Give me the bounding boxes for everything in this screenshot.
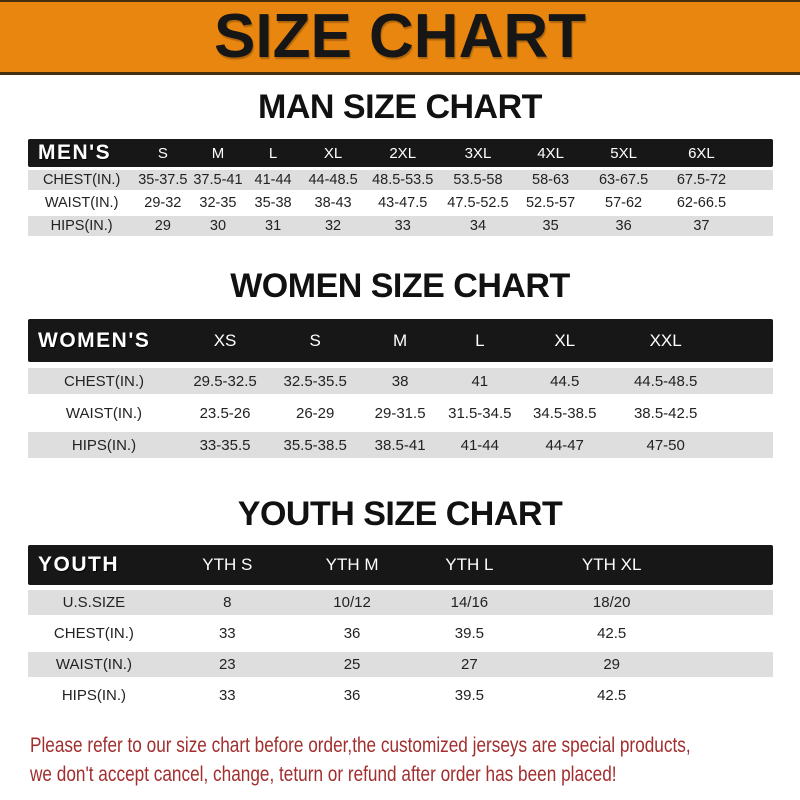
- banner-title: SIZE CHART: [214, 2, 586, 71]
- value-cell: 33: [218, 625, 236, 642]
- header-cell: L: [268, 144, 278, 162]
- value-cell: 32.5-35.5: [283, 372, 347, 390]
- value-cell: 32-35: [199, 195, 237, 211]
- youth-size-table: [28, 545, 773, 708]
- youth-section-title: YOUTH SIZE CHART: [237, 495, 563, 533]
- header-cell: 2XL: [389, 144, 417, 162]
- value-cell: 43-47.5: [378, 195, 428, 211]
- value-cell: 31: [265, 218, 282, 234]
- value-cell: 35.5-38.5: [283, 436, 347, 454]
- value-cell: 25: [343, 656, 361, 673]
- header-cell: YTH L: [445, 555, 494, 574]
- value-cell: 14/16: [450, 594, 489, 611]
- table-header-label: YOUTH: [38, 553, 119, 576]
- table-header-row: [28, 545, 773, 585]
- size-chart-banner: [0, 0, 800, 75]
- man-section-title: MAN SIZE CHART: [258, 88, 542, 126]
- value-cell: 36: [343, 687, 361, 704]
- value-cell: 62-66.5: [676, 195, 727, 211]
- header-cell: S: [309, 330, 321, 350]
- row-label-cell: HIPS(IN.): [61, 687, 127, 704]
- value-cell: 44-47: [545, 436, 584, 454]
- table-row: [28, 621, 773, 646]
- row-label-cell: CHEST(IN.): [63, 372, 144, 390]
- value-cell: 10/12: [333, 594, 371, 611]
- value-cell: 67.5-72: [676, 172, 727, 188]
- value-cell: 27: [461, 656, 478, 673]
- value-cell: 37.5-41: [193, 172, 243, 188]
- row-label-cell: WAIST(IN.): [55, 656, 132, 673]
- header-cell: YTH XL: [581, 555, 642, 574]
- header-cell: M: [393, 330, 408, 350]
- value-cell: 35-37.5: [138, 172, 188, 188]
- table-row: [28, 652, 773, 677]
- value-cell: 38: [391, 372, 409, 390]
- value-cell: 35: [542, 218, 559, 234]
- table-row: [28, 368, 773, 394]
- value-cell: 38-43: [314, 195, 352, 211]
- value-cell: 35-38: [254, 195, 292, 211]
- value-cell: 30: [209, 218, 227, 234]
- disclaimer-note: [0, 731, 800, 789]
- value-cell: 29-31.5: [374, 404, 426, 422]
- value-cell: 42.5: [597, 687, 627, 704]
- disclaimer-line-1: Please refer to our size chart before order,the customized jerseys are special products,: [30, 733, 691, 757]
- value-cell: 47.5-52.5: [447, 195, 509, 211]
- header-cell: S: [157, 144, 168, 162]
- header-cell: XL: [554, 330, 576, 350]
- value-cell: 41: [471, 372, 489, 390]
- header-cell: 3XL: [464, 144, 492, 162]
- value-cell: 41-44: [460, 436, 499, 454]
- value-cell: 36: [343, 625, 361, 642]
- value-cell: 8: [223, 594, 232, 611]
- value-cell: 33: [394, 218, 411, 234]
- header-cell: YTH S: [202, 555, 253, 574]
- table-row: [28, 193, 773, 213]
- value-cell: 39.5: [454, 687, 484, 704]
- value-cell: 37: [693, 218, 710, 234]
- table-row: [28, 590, 773, 615]
- value-cell: 29: [154, 218, 171, 234]
- header-cell: 4XL: [537, 144, 564, 162]
- value-cell: 38.5-41: [374, 436, 426, 454]
- value-cell: 29-32: [144, 195, 182, 211]
- value-cell: 32: [324, 218, 342, 234]
- table-header-row: [28, 139, 773, 167]
- value-cell: 33-35.5: [199, 436, 251, 454]
- header-cell: YTH M: [325, 555, 379, 574]
- value-cell: 34.5-38.5: [533, 404, 597, 422]
- value-cell: 53.5-58: [453, 172, 503, 188]
- mens-size-table: [28, 139, 773, 236]
- value-cell: 44-48.5: [308, 172, 358, 188]
- row-label-cell: CHEST(IN.): [42, 172, 121, 188]
- table-row: [28, 432, 773, 458]
- table-row: [28, 216, 773, 236]
- women-section-title: WOMEN SIZE CHART: [230, 267, 570, 305]
- header-cell: 5XL: [610, 144, 637, 162]
- value-cell: 41-44: [254, 172, 292, 188]
- value-cell: 57-62: [605, 195, 643, 211]
- row-label-cell: CHEST(IN.): [53, 625, 134, 642]
- row-label-cell: U.S.SIZE: [62, 594, 126, 611]
- table-row: [28, 400, 773, 426]
- header-cell: XS: [213, 330, 237, 350]
- value-cell: 39.5: [454, 625, 484, 642]
- value-cell: 47-50: [646, 436, 685, 454]
- header-cell: XL: [323, 144, 343, 162]
- value-cell: 29: [603, 656, 621, 673]
- header-cell: L: [475, 330, 485, 350]
- row-label-cell: HIPS(IN.): [50, 218, 113, 234]
- value-cell: 42.5: [597, 625, 627, 642]
- row-label-cell: WAIST(IN.): [65, 404, 143, 422]
- disclaimer-line-2: we don't accept cancel, change, teturn or refund after order has been placed!: [30, 762, 617, 786]
- table-row: [28, 683, 773, 708]
- value-cell: 33: [218, 687, 236, 704]
- value-cell: 23: [218, 656, 236, 673]
- header-cell: 6XL: [688, 144, 715, 162]
- value-cell: 48.5-53.5: [372, 172, 434, 188]
- value-cell: 34: [469, 218, 487, 234]
- table-header-label: MEN'S: [38, 141, 112, 164]
- value-cell: 38.5-42.5: [633, 404, 698, 422]
- womens-size-table: [28, 319, 773, 458]
- value-cell: 63-67.5: [598, 172, 649, 188]
- header-cell: M: [211, 144, 225, 162]
- value-cell: 44.5: [550, 372, 580, 390]
- value-cell: 44.5-48.5: [633, 372, 698, 390]
- value-cell: 52.5-57: [525, 195, 576, 211]
- row-label-cell: HIPS(IN.): [71, 436, 137, 454]
- value-cell: 26-29: [295, 404, 335, 422]
- value-cell: 23.5-26: [199, 404, 251, 422]
- value-cell: 31.5-34.5: [448, 404, 512, 422]
- value-cell: 29.5-32.5: [193, 372, 257, 390]
- table-row: [28, 170, 773, 190]
- value-cell: 18/20: [592, 594, 631, 611]
- value-cell: 58-63: [532, 172, 570, 188]
- table-header-label: WOMEN'S: [38, 328, 151, 352]
- value-cell: 36: [615, 218, 632, 234]
- row-label-cell: WAIST(IN.): [44, 195, 119, 211]
- header-cell: XXL: [649, 330, 682, 350]
- table-header-row: [28, 319, 773, 362]
